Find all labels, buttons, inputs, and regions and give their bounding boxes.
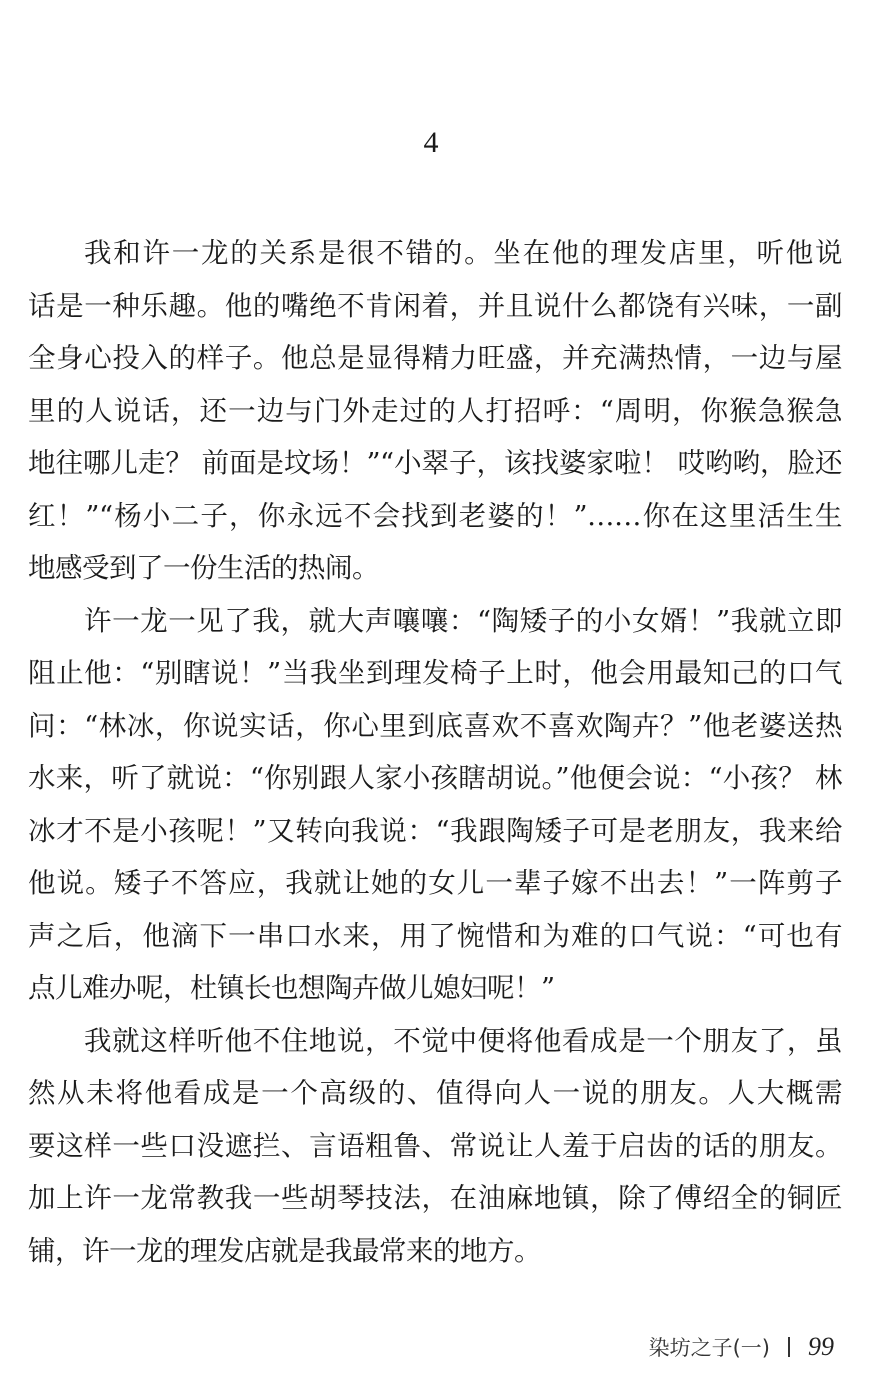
- text-line: 铺，许一龙的理发店就是我最常来的地方。: [28, 1234, 541, 1267]
- text-line: 他说。矮子不答应，我就让她的女儿一辈子嫁不出去！”一阵剪子: [28, 867, 842, 899]
- text-line: 加上许一龙常教我一些胡琴技法，在油麻地镇，除了傅绍全的铜匠: [28, 1182, 842, 1214]
- text-line: 我就这样听他不住地说，不觉中便将他看成是一个朋友了，虽: [84, 1024, 842, 1057]
- text-line: 阻止他：“别瞎说！”当我坐到理发椅子上时，他会用最知己的口气: [28, 657, 842, 689]
- text-line: 要这样一些口没遮拦、言语粗鲁、常说让人羞于启齿的话的朋友。: [28, 1129, 842, 1162]
- paragraph: [28, 227, 842, 595]
- text-line: 然从未将他看成是一个高级的、值得向人一说的朋友。人大概需: [28, 1077, 842, 1109]
- text-line: 点儿难办呢，杜镇长也想陶卉做儿媳妇呢！”: [28, 972, 555, 1004]
- text-line: 问：“林冰，你说实话，你心里到底喜欢不喜欢陶卉？”他老婆送热: [28, 709, 842, 742]
- page-footer: [649, 1332, 834, 1362]
- text-line: 里的人说话，还一边与门外走过的人打招呼：“周明，你猴急猴急: [28, 394, 842, 427]
- text-line: 地感受到了一份生活的热闹。: [28, 552, 379, 584]
- text-line: 许一龙一见了我，就大声嚷嚷：“陶矮子的小女婿！”我就立即: [84, 604, 842, 637]
- paragraph: [28, 595, 842, 1015]
- text-line: 话是一种乐趣。他的嘴绝不肯闲着，并且说什么都饶有兴味，一副: [28, 289, 842, 322]
- running-title: 染坊之子(一): [648, 1336, 770, 1360]
- text-line: 水来，听了就说：“你别跟人家小孩瞎胡说。”他便会说：“小孩？ 林: [28, 762, 842, 794]
- text-line: 冰才不是小孩呢！”又转向我说：“我跟陶矮子可是老朋友，我来给: [28, 814, 842, 847]
- text-line: 全身心投入的样子。他总是显得精力旺盛，并充满热情，一边与屋: [28, 342, 842, 374]
- text-line: 声之后，他滴下一串口水来，用了惋惜和为难的口气说：“可也有: [28, 919, 842, 952]
- chapter-number: 4: [423, 126, 439, 159]
- text-line: 红！”“杨小二子，你永远不会找到老婆的！”……你在这里活生生: [28, 499, 842, 532]
- page-number: 99: [808, 1332, 834, 1361]
- footer-divider: [788, 1337, 790, 1357]
- text-line: 地往哪儿走？ 前面是坟场！”“小翠子，该找婆家啦！ 哎哟哟，脸还: [28, 447, 842, 479]
- paragraph: [28, 1015, 842, 1278]
- body-text: [28, 227, 842, 1277]
- text-line: 我和许一龙的关系是很不错的。坐在他的理发店里，听他说: [84, 237, 842, 269]
